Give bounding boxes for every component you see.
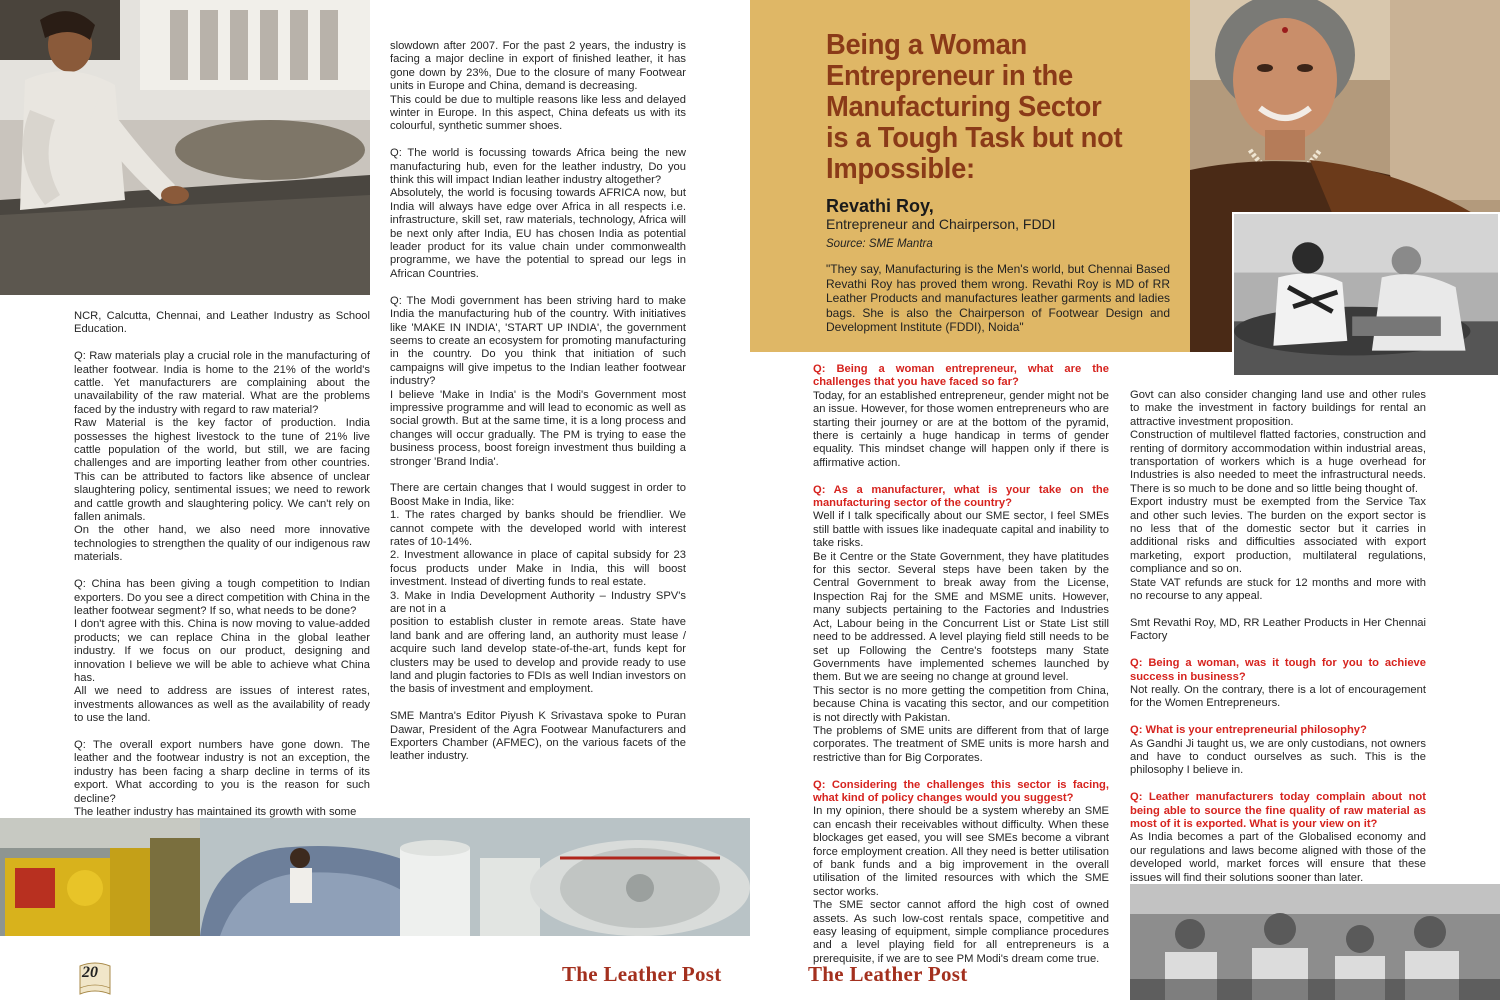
photo-tannery-factory	[0, 818, 750, 936]
article-intro: "They say, Manufacturing is the Men's world, but Chennai Based Revathi Roy has proved them wrong. Revathi Roy is MD of RR Leather Products and manufactures leather garments and ladies bags. She is also the Chairperson of Footwear Design and Development Institute (FDDI), Noida"	[826, 262, 1170, 334]
answer-text: Govt can also consider changing land use and other rules to make the investment in factory buildings for rental an attractive investment proposition.	[1130, 389, 1426, 428]
photo-revathi-roy-workshop	[1232, 212, 1500, 377]
left-column-2	[390, 40, 686, 777]
answer-text: Export industry must be exempted from the Service Tax and other such levies. The burden on the export sector is no less that of the domestic sector but it carries in additional risks and difficulties associated with export marketing, export production, multilateral regulations, compliance and so on.	[1130, 496, 1426, 576]
article-credit: SME Mantra's Editor Piyush K Srivastava spoke to Puran Dawar, President of the Agra Footwear Manufacturers and Exporters Chamber (AFMEC), on the various facets of the leather industry.	[390, 710, 686, 763]
article-source: Source: SME Mantra	[826, 238, 933, 250]
magazine-title-left: The Leather Post	[562, 962, 722, 986]
answer-text: This could be due to multiple reasons like less and delayed winter in Europe. In this aspect, China defeats us with its colourful, synthetic summer shoes.	[390, 93, 686, 133]
right-column-1	[813, 363, 1109, 966]
interviewee-title: Entrepreneur and Chairperson, FDDI	[826, 216, 1056, 232]
question-text: Q: China has been giving a tough competition to Indian exporters. Do you see a direct competition with China in the leather footwear segment? If so, what needs to be done?	[74, 578, 370, 617]
page-number-badge	[76, 958, 114, 996]
answer-text: The SME sector cannot afford the high cost of owned assets. As such low-cost rentals space, competitive and easy leasing of equipment, simple compliance procedures and a level playing field for all entrepreneurs is a prerequisite, if we are to see PM Modi's dream come true.	[813, 899, 1109, 965]
paragraph: position to establish cluster in remote areas. State have land bank and are offering land, an authority must lease / acquire such land develop state-of-the-art, funds kept for clusters may be used to develop and provide ready to use land and plugin factories to FDIs as well Indian investors on the basis of investment and employment.	[390, 616, 686, 696]
photo-caption: Smt Revathi Roy, MD, RR Leather Products in Her Chennai Factory	[1130, 616, 1426, 643]
answer-text: As Gandhi Ji taught us, we are only custodians, not owners and have to conduct ourselves as such. This is the philosophy I believe in.	[1130, 737, 1426, 777]
left-column-1	[74, 310, 370, 819]
paragraph: There are certain changes that I would suggest in order to Boost Make in India, like:	[390, 482, 686, 508]
right-column-2	[1130, 389, 1426, 885]
question-heading: Q: Being a woman entrepreneur, what are the challenges that you have faced so far?	[813, 363, 1109, 389]
photo-worker-cutting-leather	[0, 0, 370, 295]
answer-text: As India becomes a part of the Globalised economy and our regulations and laws become aligned with those of the developed world, market forces will ensure that these issues will find their solutions sooner than later.	[1130, 831, 1426, 884]
answer-text: State VAT refunds are stuck for 12 months and more with no recourse to any appeal.	[1130, 576, 1426, 603]
answer-text: This sector is no more getting the competition from China, because China is vacating this sector, and our competition is not directly with Pakistan.	[813, 684, 1109, 724]
photo-factory-workers	[1130, 884, 1500, 1000]
answer-text: On the other hand, we also need more innovative technologies to strengthen the quality of our indigenous raw materials.	[74, 524, 370, 564]
question-heading: Q: Being a woman, was it tough for you to achieve success in business?	[1130, 657, 1426, 683]
page-number: 20	[82, 964, 98, 981]
question-heading: Q: Leather manufacturers today complain about not being able to source the fine quality of raw material as most of it is exported. What is your view on it?	[1130, 791, 1426, 830]
answer-text: Be it Centre or the State Government, they have platitudes for this sector. Several steps have been taken by the Central Government to break away from the License, Inspection Raj for the SME and MSME units. However, many subjects pertaining to the Factories and Industries Act, Labour being in the Concurrent List or State List still need to be addressed. A level playing field still needs to be set up Following the Centre's footsteps many State Governments have implemented schemes launched by them. But we are seeing no change at ground level.	[813, 550, 1109, 684]
magazine-title-right: The Leather Post	[808, 962, 968, 986]
answer-text: Not really. On the contrary, there is a lot of encouragement for the Women Entrepreneurs.	[1130, 683, 1426, 710]
question-text: Q: The Modi government has been striving hard to make India the manufacturing hub of the country. With initiatives like 'MAKE IN INDIA', 'START UP INDIA', the government seems to create an ecosystem for promoting manufacturing in the country. Do you think that initiation of such campaigns will give impetus to the Indian leather footwear industry?	[390, 294, 686, 388]
answer-text: Raw Material is the key factor of production. India possesses the highest livestock to the tune of 21% live cattle population of the world, but still, we are facing challenges and are importing leather from other countries. This can be attributed to factors like absence of unclear slaughtering policy, sentimental issues; we need to rework and cattle growth and slaughtering policy. We can't rely on fallen animals.	[74, 417, 370, 524]
answer-text: The problems of SME units are different from that of large corporates. The treatment of SME units is more harsh and restrictive than for Big Corporates.	[813, 724, 1109, 764]
answer-text: I believe 'Make in India' is the Modi's Government most impressive programme and will lead to economic as well as social growth. But at the same time, it is a long process and changes will occur gradually. The PM is trying to ease the business process, boost foreign investment thus building a stronger 'Brand India'.	[390, 388, 686, 468]
answer-text: I don't agree with this. China is now moving to value-added products; we can replace China in the global leather industry. If we focus on our product, designing and innovation I believe we will be able to achieve what China has.	[74, 618, 370, 684]
question-heading: Q: What is your entrepreneurial philosophy?	[1130, 724, 1367, 737]
answer-text: All we need to address are issues of interest rates, investments allowances as well as the availability of ready to use the land.	[74, 685, 370, 725]
answer-text: slowdown after 2007. For the past 2 years, the industry is facing a major decline in export of finished leather, it has gone down by 23%, Due to the closure of many Footwear units in Europe and China, demand is decreasing.	[390, 40, 686, 93]
paragraph: NCR, Calcutta, Chennai, and Leather Industry as School Education.	[74, 310, 370, 336]
answer-text: In my opinion, there should be a system whereby an SME can encash their receivables without difficulty. When these blockages get eased, you will see SMEs become a vibrant force employment creation. All they need is better utilisation of bank funds and a big improvement in the overall utilisation of the limited resources with which the SME sector works.	[813, 805, 1109, 898]
question-text: Q: The world is focussing towards Africa being the new manufacturing hub, even for the leather industry, Do you think this will impact Indian leather industry altogether?	[390, 147, 686, 187]
list-item: 1. The rates charged by banks should be friendlier. We cannot compete with the developed world with interest rates of 10-14%.	[390, 509, 686, 548]
answer-text: Well if I talk specifically about our SME sector, I feel SMEs still battle with issues like inadequate capital and inability to take risks.	[813, 510, 1109, 550]
question-text: Q: The overall export numbers have gone down. The leather and the footwear industry is not an exception, the industry has been facing a sharp decline in terms of its export. What according to you is the reason for such decline?	[74, 738, 370, 805]
answer-text: Construction of multilevel flatted factories, construction and renting of dormitory accommodation within industrial areas, transportation of workers which is a huge overhead for Industries is also needed to meet the infrastructural needs. There is so much to be done and so little being thought of.	[1130, 429, 1426, 495]
question-heading: Q: Considering the challenges this sector is facing, what kind of policy changes would you suggest?	[813, 778, 1109, 804]
answer-text: Today, for an established entrepreneur, gender might not be an issue. However, for those women entrepreneurs who are starting their journey or are at the bottom of the pyramid, there is certainly a huge handicap in terms of gender equality. This mindset change will happen only if there is affirmative action.	[813, 389, 1110, 469]
question-text: Q: Raw materials play a crucial role in the manufacturing of leather footwear. India is home to the 21% of the world's cattle. Yet manufacturers are complaining about the unavailability of the raw material. What are the problems faced by the industry with regard to raw material?	[74, 350, 370, 416]
interviewee-name: Revathi Roy,	[826, 196, 934, 216]
answer-text: Absolutely, the world is focusing towards AFRICA now, but India will always have edge over Africa in all respects i.e. infrastructure, skill set, raw materials, technology, Africa will be next only after India, EU has chosen India as potential leader product for its value chain under commonwealth programme, we have the potential to spread our legs in African Countries.	[390, 187, 686, 280]
list-item: 3. Make in India Development Authority – Industry SPV's are not in a	[390, 589, 686, 616]
list-item: 2. Investment allowance in place of capital subsidy for 23 focus products under Make in India, this will boost investment. Instead of diverting funds to real estate.	[390, 549, 686, 589]
answer-text: The leather industry has maintained its growth with some	[74, 805, 357, 818]
question-heading: Q: As a manufacturer, what is your take on the manufacturing sector of the country?	[813, 483, 1109, 510]
article-headline: Being a Woman Entrepreneur in the Manufacturing Sector is a Tough Task but not Impossible:	[826, 29, 1123, 185]
